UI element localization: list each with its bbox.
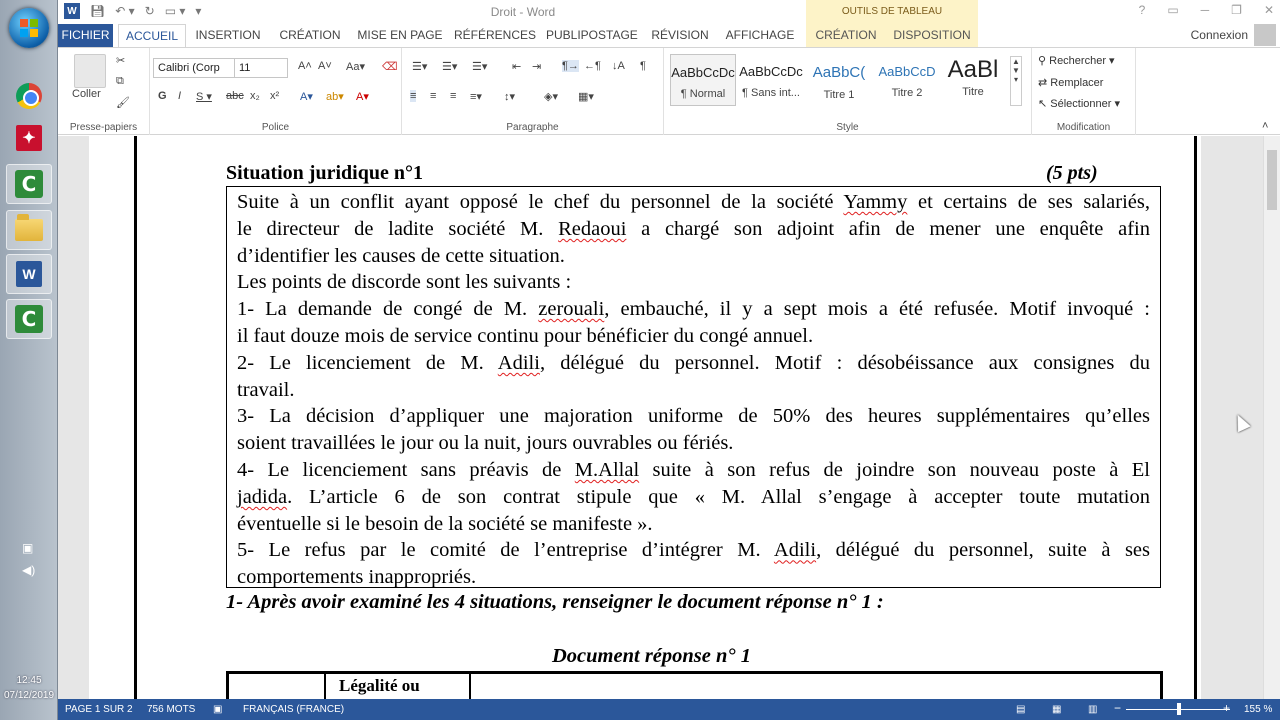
strikethrough-icon[interactable]: abc bbox=[226, 90, 244, 102]
table-tools-header: OUTILS DE TABLEAU bbox=[806, 0, 978, 24]
situation-line bbox=[237, 430, 1150, 457]
zoom-in-icon[interactable]: + bbox=[1223, 701, 1231, 715]
style-name: Titre bbox=[962, 86, 984, 98]
taskbar-word[interactable] bbox=[6, 254, 52, 294]
situation-line bbox=[237, 377, 1150, 404]
situation-line bbox=[237, 350, 1150, 377]
situation-title: Situation juridique n°1 bbox=[226, 162, 423, 184]
line-text: d’identifier les causes de cette situation. bbox=[237, 244, 565, 267]
spellcheck-flagged-word: Yammy bbox=[843, 191, 908, 213]
table-column-border bbox=[469, 674, 471, 699]
tab-design[interactable]: CRÉATION bbox=[279, 28, 341, 42]
rtl-icon[interactable]: ←¶ bbox=[584, 60, 601, 72]
tab-table-layout[interactable]: DISPOSITION bbox=[886, 24, 978, 47]
language-indicator[interactable]: FRANÇAIS (FRANCE) bbox=[243, 704, 345, 715]
line-text: a chargé son adjoint afin de mener une enquête afin bbox=[626, 217, 1150, 240]
situation-line bbox=[237, 323, 1150, 350]
style-preview: AaBbCcD bbox=[878, 64, 936, 79]
replace-icon: ⇄ bbox=[1038, 77, 1051, 89]
grow-font-icon[interactable]: A˄ bbox=[298, 60, 312, 72]
paste-button[interactable]: Coller bbox=[72, 88, 101, 100]
pdf-icon: ✦ bbox=[16, 125, 42, 151]
signin-link[interactable]: Connexion bbox=[1190, 28, 1248, 42]
situation-line bbox=[237, 564, 1150, 591]
word-window bbox=[58, 0, 1280, 720]
table-header-cell: Légalité ou bbox=[339, 676, 420, 695]
line-text: le directeur de ladite société M. bbox=[237, 217, 559, 240]
question-text: 1- Après avoir examiné les 4 situations, renseigner le document réponse n° 1 : bbox=[226, 591, 884, 613]
document-page[interactable] bbox=[89, 136, 1201, 699]
read-mode-icon[interactable]: ▤ bbox=[1016, 704, 1026, 715]
find-label: Rechercher bbox=[1049, 55, 1106, 67]
change-case-icon[interactable]: Aa▾ bbox=[346, 61, 365, 73]
replace-label: Remplacer bbox=[1050, 77, 1104, 89]
word-count[interactable]: 756 MOTS bbox=[147, 704, 196, 715]
tab-references[interactable]: RÉFÉRENCES bbox=[454, 28, 537, 42]
style-name: ¶ Normal bbox=[680, 88, 726, 100]
situation-points: (5 pts) bbox=[1046, 162, 1098, 184]
subscript-icon[interactable]: x₂ bbox=[250, 90, 260, 102]
line-text: 5- Le refus par le comité de l’entreprise d’intégrer M. bbox=[237, 539, 774, 562]
line-text: suite à son refus de joindre son nouveau poste à El bbox=[639, 458, 1150, 481]
justify-icon[interactable]: ≡▾ bbox=[470, 91, 482, 103]
line-text: travail. bbox=[237, 378, 295, 401]
font-color-icon[interactable]: A▾ bbox=[356, 91, 369, 103]
line-text: , embauché, il y a sept mois a été refusée. Motif invoqué : bbox=[604, 298, 1150, 321]
underline-icon[interactable]: S ▾ bbox=[196, 91, 212, 103]
ribbon-display-icon[interactable]: ▭ bbox=[1167, 3, 1179, 17]
decrease-indent-icon[interactable]: ⇤ bbox=[512, 61, 522, 73]
style-preview: AaBbC( bbox=[812, 64, 866, 81]
spellcheck-flagged-word: Adili bbox=[497, 351, 540, 374]
situation-line bbox=[237, 216, 1150, 243]
line-text: Suite à un conflit ayant opposé le chef du personnel de la société bbox=[237, 191, 844, 213]
ribbon-tabs bbox=[58, 24, 1280, 47]
clear-format-icon[interactable]: ⌫ bbox=[382, 61, 398, 73]
status-bar bbox=[58, 699, 1280, 720]
find-button[interactable]: ⚲ Rechercher ▾ bbox=[1038, 55, 1115, 67]
quick-access-toolbar bbox=[64, 3, 201, 19]
line-text: Les points de discorde sont les suivants : bbox=[237, 271, 572, 294]
camtasia-icon: C bbox=[15, 170, 43, 198]
tab-layout[interactable]: MISE EN PAGE bbox=[357, 28, 443, 42]
line-text: 1- La demande de congé de M. bbox=[237, 298, 539, 321]
zoom-slider-thumb[interactable] bbox=[1177, 703, 1181, 715]
line-spacing-icon[interactable]: ↕▾ bbox=[504, 91, 516, 103]
situation-line bbox=[237, 243, 1150, 270]
tab-home[interactable]: ACCUEIL bbox=[118, 24, 186, 48]
window-controls bbox=[1139, 3, 1274, 17]
select-label: Sélectionner bbox=[1050, 98, 1112, 110]
zoom-out-icon[interactable]: − bbox=[1114, 701, 1122, 715]
tray-device-icon[interactable]: ▣ bbox=[22, 541, 34, 555]
table-column-border bbox=[324, 674, 326, 699]
line-text: , délégué du personnel, suite à ses bbox=[816, 539, 1150, 562]
cursor-icon: ↖ bbox=[1038, 98, 1051, 110]
borders-icon[interactable]: ▦▾ bbox=[578, 91, 594, 103]
spellcheck-flagged-word: jadida bbox=[237, 485, 288, 508]
paste-icon[interactable] bbox=[74, 54, 106, 88]
style-name: ¶ Sans int... bbox=[742, 87, 800, 99]
collapse-ribbon-icon[interactable]: ˄ bbox=[1262, 120, 1269, 132]
word-icon: W bbox=[16, 261, 42, 287]
text-effects-icon[interactable]: A▾ bbox=[300, 91, 313, 103]
clock-date[interactable]: 07/12/2019 bbox=[3, 690, 55, 701]
tab-view[interactable]: AFFICHAGE bbox=[725, 28, 795, 42]
vertical-scrollbar[interactable] bbox=[1263, 136, 1280, 699]
line-text: . L’article 6 de son contrat stipule que « M. Allal s’engage à accepter toute mutation bbox=[287, 485, 1150, 508]
spellcheck-flagged-word: zerouali bbox=[538, 298, 605, 321]
group-label-clipboard: Presse-papiers bbox=[69, 122, 138, 133]
select-button[interactable]: ↖ Sélectionner ▾ bbox=[1038, 98, 1121, 110]
line-text: 4- Le licenciement sans préavis de bbox=[237, 458, 575, 481]
print-layout-icon[interactable]: ▦ bbox=[1052, 704, 1062, 715]
multilevel-list-icon[interactable]: ☰▾ bbox=[472, 61, 488, 73]
response-document-title: Document réponse n° 1 bbox=[552, 645, 751, 667]
mouse-cursor-icon bbox=[1231, 412, 1250, 432]
tab-table-design[interactable]: CRÉATION bbox=[806, 24, 886, 47]
response-table[interactable] bbox=[226, 671, 1163, 699]
situation-line bbox=[237, 296, 1150, 323]
style-heading-2[interactable] bbox=[874, 54, 940, 106]
chrome-icon bbox=[16, 83, 42, 109]
line-text: soient travaillées le jour ou la nuit, jours ouvrables ou fériés. bbox=[237, 432, 734, 455]
taskbar-chrome[interactable] bbox=[6, 76, 52, 116]
copy-icon[interactable]: ⧉ bbox=[116, 75, 124, 87]
style-preview: AaBl bbox=[947, 56, 999, 83]
style-preview: AaBbCcDc bbox=[739, 64, 803, 79]
line-text: il faut douze mois de service continu pour bénéficier du congé annuel. bbox=[237, 324, 814, 347]
line-text: 2- Le licenciement de M. bbox=[237, 351, 498, 374]
undo-icon[interactable]: ↶ ▾ bbox=[115, 4, 135, 18]
avatar[interactable] bbox=[1254, 24, 1276, 46]
situation-line bbox=[237, 511, 1150, 538]
style-preview: AaBbCcDc bbox=[671, 65, 735, 80]
style-no-spacing[interactable] bbox=[738, 54, 804, 106]
line-text: 3- La décision d’appliquer une majoration uniforme de 50% des heures supplémentaires qu’elles bbox=[237, 405, 1150, 428]
taskbar-acrobat[interactable] bbox=[6, 118, 52, 158]
superscript-icon[interactable]: x² bbox=[270, 90, 280, 102]
clock-time[interactable]: 12:45 bbox=[16, 675, 42, 686]
bullets-icon[interactable]: ☰▾ bbox=[412, 61, 428, 73]
line-text: et certains de ses salariés, bbox=[907, 191, 1150, 213]
align-right-icon[interactable]: ≡ bbox=[450, 90, 457, 102]
situation-line bbox=[237, 537, 1150, 564]
camtasia-recorder-icon: C bbox=[15, 305, 43, 333]
page-count[interactable]: PAGE 1 SUR 2 bbox=[65, 704, 133, 715]
tab-mailings[interactable]: PUBLIPOSTAGE bbox=[546, 28, 638, 42]
group-paragraph bbox=[402, 48, 664, 135]
page-border-left bbox=[134, 136, 137, 699]
ribbon bbox=[58, 47, 1280, 135]
group-label-editing: Modification bbox=[1056, 122, 1111, 133]
font-size-select[interactable]: 11 bbox=[234, 58, 288, 78]
sort-icon[interactable]: ↓A bbox=[612, 60, 625, 72]
customize-qat-icon[interactable]: ▾ bbox=[195, 4, 202, 18]
group-label-font: Police bbox=[261, 122, 290, 133]
help-icon[interactable]: ? bbox=[1138, 3, 1146, 17]
replace-button[interactable] bbox=[1038, 76, 1103, 89]
group-clipboard bbox=[58, 48, 150, 135]
group-styles bbox=[664, 48, 1032, 135]
show-marks-icon[interactable]: ¶ bbox=[640, 60, 646, 72]
page-border-right bbox=[1194, 136, 1197, 699]
scrollbar-thumb[interactable] bbox=[1267, 150, 1277, 210]
tab-insert[interactable]: INSERTION bbox=[195, 28, 261, 42]
line-text: comportements inappropriés. bbox=[237, 566, 477, 589]
zoom-level[interactable]: 155 % bbox=[1244, 704, 1273, 715]
format-painter-icon[interactable]: 🖌︎ bbox=[116, 97, 130, 109]
close-icon[interactable]: ✕ bbox=[1263, 3, 1274, 17]
style-name: Titre 1 bbox=[823, 89, 855, 101]
proofing-icon[interactable]: ▣ bbox=[213, 704, 223, 715]
save-icon[interactable]: 💾︎ bbox=[90, 4, 106, 18]
highlight-icon[interactable]: ab▾ bbox=[326, 91, 344, 103]
numbering-icon[interactable]: ☰▾ bbox=[442, 61, 458, 73]
align-center-icon[interactable]: ≡ bbox=[430, 90, 437, 102]
italic-icon[interactable]: I bbox=[178, 90, 182, 102]
style-normal[interactable] bbox=[670, 54, 736, 106]
minimize-icon[interactable]: ─ bbox=[1200, 3, 1210, 17]
binoculars-icon: ⚲ bbox=[1038, 55, 1050, 67]
style-name: Titre 2 bbox=[891, 87, 923, 99]
spellcheck-flagged-word: M.Allal bbox=[574, 458, 640, 481]
tab-review[interactable]: RÉVISION bbox=[651, 28, 709, 42]
document-area bbox=[58, 136, 1280, 699]
line-text: , délégué du personnel. Motif : désobéissance aux consignes du bbox=[539, 351, 1150, 374]
bold-icon[interactable]: G bbox=[158, 90, 167, 102]
situation-line bbox=[237, 457, 1150, 484]
taskbar-camtasia-2[interactable] bbox=[6, 299, 52, 339]
window-title: Droit - Word bbox=[490, 5, 556, 19]
align-left-icon[interactable]: ≡ bbox=[410, 90, 417, 102]
group-label-paragraph: Paragraphe bbox=[506, 122, 559, 133]
situation-text-box[interactable] bbox=[226, 186, 1161, 588]
group-font bbox=[150, 48, 402, 135]
increase-indent-icon[interactable]: ⇥ bbox=[532, 61, 542, 73]
title-bar bbox=[58, 0, 1280, 24]
folder-icon bbox=[15, 219, 43, 241]
group-label-styles: Style bbox=[836, 122, 859, 133]
ltr-icon[interactable]: ¶→ bbox=[562, 60, 579, 72]
tray-volume-icon[interactable]: ◀) bbox=[22, 563, 36, 577]
style-heading-1[interactable] bbox=[806, 54, 872, 106]
tab-file[interactable]: FICHIER bbox=[58, 24, 113, 47]
situation-line bbox=[237, 269, 1150, 296]
styles-more-icon[interactable]: ▲ ▼ ▾ bbox=[1010, 56, 1022, 106]
redo-icon[interactable]: ↻ bbox=[144, 4, 155, 18]
web-layout-icon[interactable]: ▥ bbox=[1088, 704, 1098, 715]
shrink-font-icon[interactable]: A˅ bbox=[318, 60, 332, 72]
restore-icon[interactable]: ❐ bbox=[1231, 3, 1242, 17]
windows-taskbar bbox=[0, 0, 58, 720]
word-logo-icon: W bbox=[64, 3, 80, 19]
style-title[interactable] bbox=[940, 54, 1006, 106]
situation-line bbox=[237, 484, 1150, 511]
font-family-select[interactable]: Calibri (Corp bbox=[153, 58, 235, 78]
start-button[interactable] bbox=[9, 8, 49, 48]
shading-icon[interactable]: ◈▾ bbox=[544, 91, 558, 103]
taskbar-camtasia-1[interactable] bbox=[6, 164, 52, 204]
line-text: éventuelle si le besoin de la société se manifeste ». bbox=[237, 512, 653, 535]
cut-icon[interactable]: ✂ bbox=[116, 55, 126, 67]
situation-line bbox=[237, 189, 1150, 216]
touch-mode-icon[interactable]: ▭ ▾ bbox=[164, 4, 186, 18]
spellcheck-flagged-word: Adili bbox=[773, 539, 817, 562]
group-editing bbox=[1032, 48, 1136, 135]
spellcheck-flagged-word: Redaoui bbox=[558, 217, 627, 240]
taskbar-explorer[interactable] bbox=[6, 210, 52, 250]
situation-line bbox=[237, 403, 1150, 430]
